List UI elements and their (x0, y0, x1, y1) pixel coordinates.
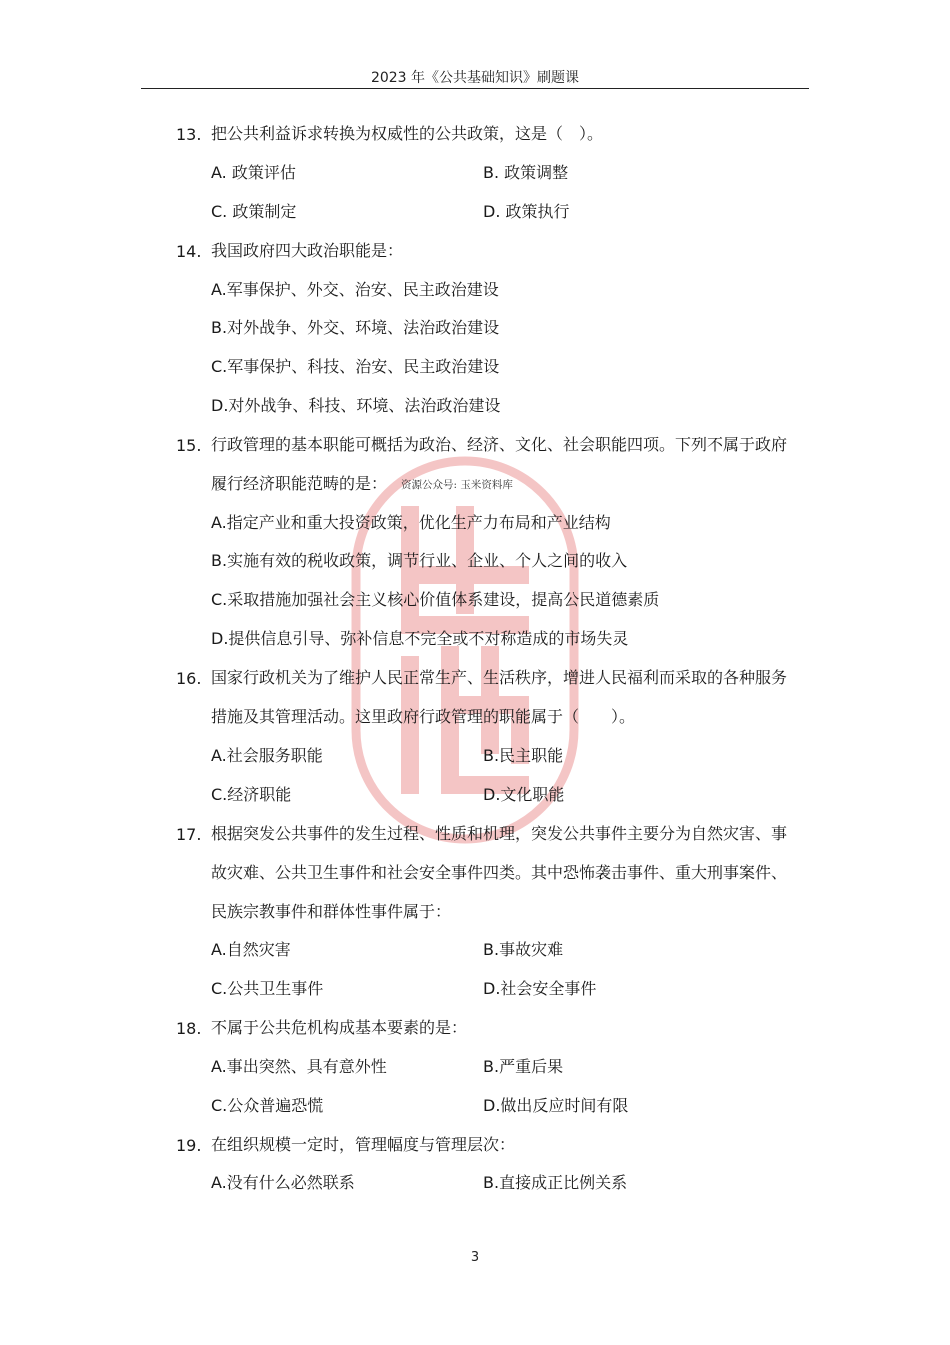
question-13-option-b: B. 政策调整 (483, 163, 569, 182)
question-18-option-c: C.公众普遍恐慌 (211, 1096, 324, 1115)
question-14-option-a: A.军事保护、外交、治安、民主政治建设 (211, 280, 499, 299)
question-16-option-d: D.文化职能 (483, 785, 565, 804)
question-16-option-a: A.社会服务职能 (211, 746, 323, 765)
page-header-title: 2023 年《公共基础知识》刷题课 (370, 70, 580, 86)
question-16-number: 16. (176, 669, 202, 688)
question-19-option-b: B.直接成正比例关系 (483, 1173, 628, 1192)
question-17-option-d: D.社会安全事件 (483, 979, 597, 998)
question-18-option-d: D.做出反应时间有限 (483, 1096, 629, 1115)
question-18-stem: 不属于公共危机构成基本要素的是： (211, 1018, 468, 1037)
question-13-option-d: D. 政策执行 (483, 202, 570, 221)
question-16-stem-line-1: 国家行政机关为了维护人民正常生产、生活秩序，增进人民福利而采取的各种服务 (211, 668, 788, 687)
header-divider (141, 88, 809, 89)
question-15-option-a: A.指定产业和重大投资政策，优化生产力布局和产业结构 (211, 513, 611, 532)
question-19-option-a: A.没有什么必然联系 (211, 1173, 355, 1192)
question-17-stem-line-2: 故灾难、公共卫生事件和社会安全事件四类。其中恐怖袭击事件、重大刑事案件、 (211, 863, 788, 882)
question-17-stem-line-3: 民族宗教事件和群体性事件属于： (211, 902, 452, 921)
question-14-option-b: B.对外战争、外交、环境、法治政治建设 (211, 318, 500, 337)
question-16-option-c: C.经济职能 (211, 785, 292, 804)
question-16-stem-line-2: 措施及其管理活动。这里政府行政管理的职能属于（ ）。 (211, 707, 636, 726)
question-15-stem-line-2 (211, 474, 513, 495)
question-17-option-c: C.公共卫生事件 (211, 979, 324, 998)
question-13-stem: 把公共利益诉求转换为权威性的公共政策，这是（ ）。 (211, 124, 604, 143)
question-13-option-a: A. 政策评估 (211, 163, 296, 182)
question-17-option-a: A.自然灾害 (211, 940, 291, 959)
question-13-number: 13. (176, 125, 202, 144)
question-15-number: 15. (176, 436, 202, 455)
question-15-stem-line-1: 行政管理的基本职能可概括为政治、经济、文化、社会职能四项。下列不属于政府 (211, 435, 788, 454)
question-15-option-c: C.采取措施加强社会主义核心价值体系建设，提高公民道德素质 (211, 590, 660, 609)
question-18-option-b: B.严重后果 (483, 1057, 564, 1076)
question-14-option-d: D.对外战争、科技、环境、法治政治建设 (211, 396, 501, 415)
question-19-stem: 在组织规模一定时，管理幅度与管理层次： (211, 1135, 516, 1154)
question-17-option-b: B.事故灾难 (483, 940, 564, 959)
question-15-stem-text: 履行经济职能范畴的是： (211, 474, 388, 493)
source-note: 资源公众号: 玉米资料库 (401, 479, 513, 491)
question-14-stem: 我国政府四大政治职能是： (211, 241, 404, 260)
question-14-number: 14. (176, 242, 202, 261)
page-number: 3 (470, 1250, 480, 1265)
question-15-option-b: B.实施有效的税收政策，调节行业、企业、个人之间的收入 (211, 551, 628, 570)
question-14-option-c: C.军事保护、科技、治安、民主政治建设 (211, 357, 500, 376)
question-17-number: 17. (176, 825, 202, 844)
question-16-option-b: B.民主职能 (483, 746, 564, 765)
question-18-option-a: A.事出突然、具有意外性 (211, 1057, 387, 1076)
question-17-stem-line-1: 根据突发公共事件的发生过程、性质和机理，突发公共事件主要分为自然灾害、事 (211, 824, 788, 843)
question-13-option-c: C. 政策制定 (211, 202, 297, 221)
question-19-number: 19. (176, 1136, 202, 1155)
question-15-option-d: D.提供信息引导、弥补信息不完全或不对称造成的市场失灵 (211, 629, 629, 648)
question-18-number: 18. (176, 1019, 202, 1038)
